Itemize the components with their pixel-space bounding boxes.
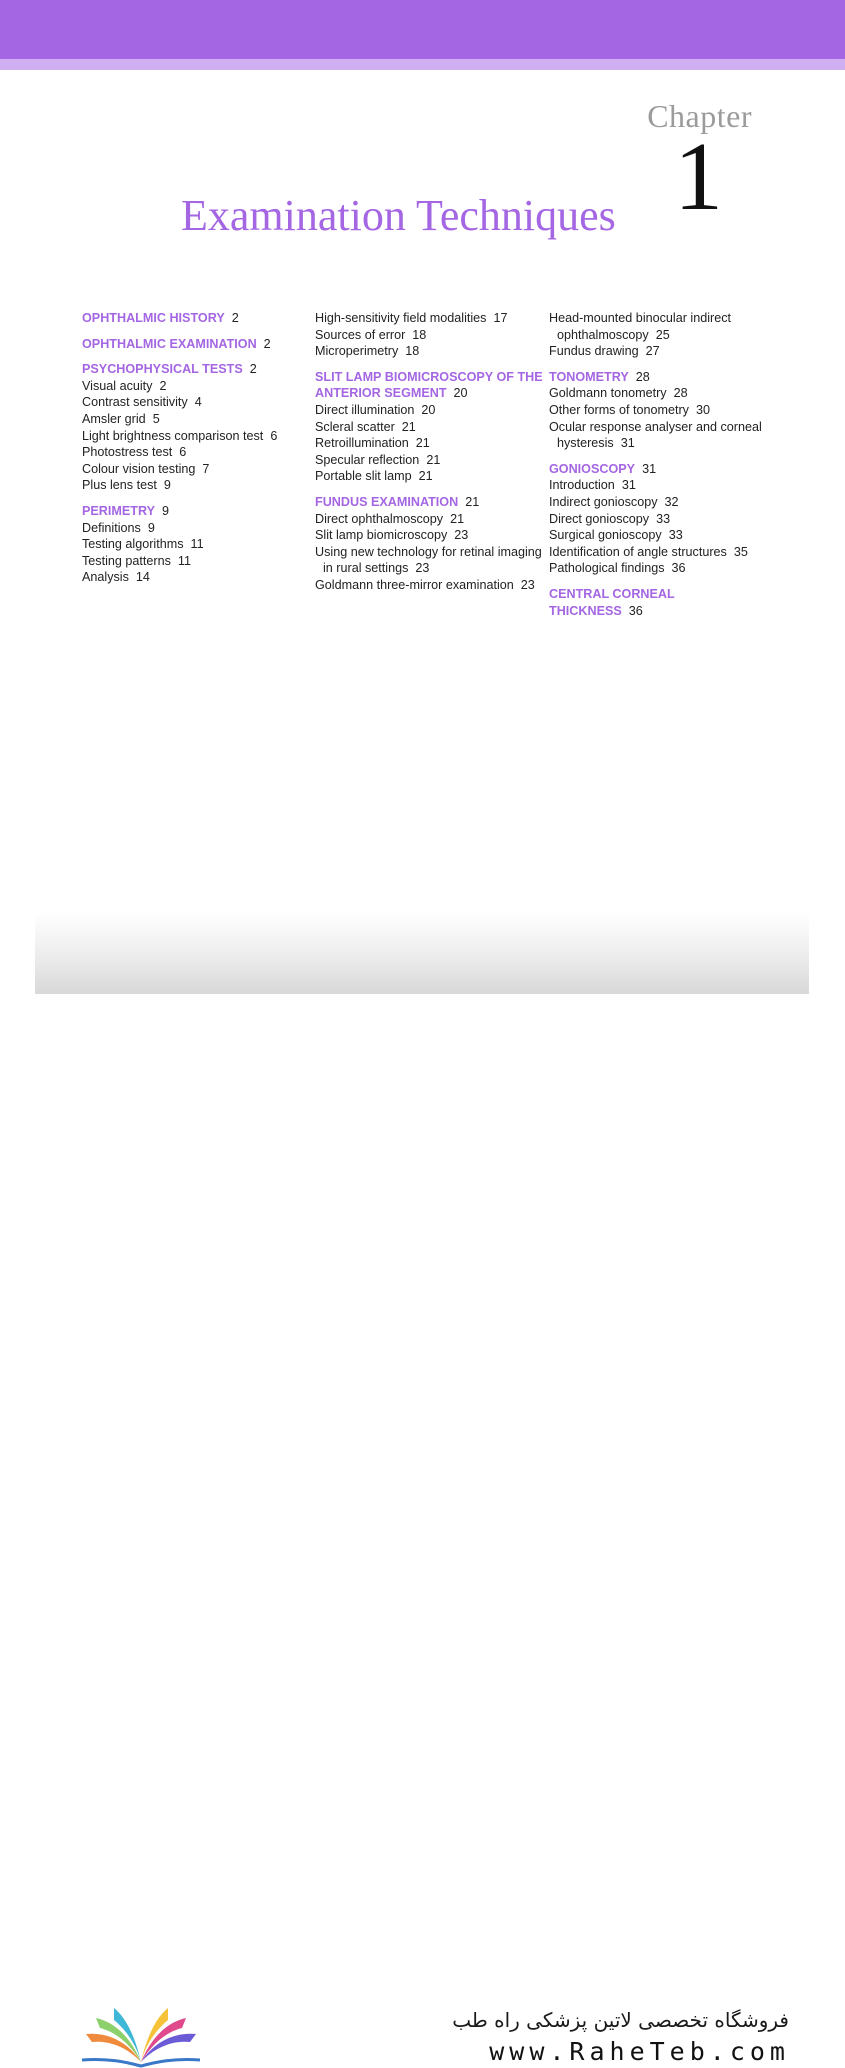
toc-label: Identification of angle structures: [549, 544, 727, 559]
toc-page-number: 36: [628, 603, 643, 618]
toc-section-heading[interactable]: [549, 369, 769, 386]
toc-section-heading[interactable]: [315, 494, 550, 511]
toc-label: Visual acuity: [82, 378, 153, 393]
toc-label: Photostress test: [82, 445, 173, 460]
top-color-band: [0, 0, 845, 59]
toc-entry[interactable]: [82, 378, 317, 395]
toc-page-number: 33: [656, 511, 671, 526]
footer: [0, 994, 845, 2066]
toc-page-number: 28: [673, 386, 688, 401]
toc-section-heading[interactable]: [82, 310, 317, 327]
store-url-link[interactable]: www.RaheTeb.com: [489, 2037, 790, 2066]
toc-entry[interactable]: [549, 385, 769, 402]
toc-page-number: 9: [147, 520, 155, 535]
toc-page-number: 30: [695, 402, 710, 417]
toc-entry[interactable]: [549, 527, 769, 544]
toc-entry[interactable]: [82, 428, 317, 445]
toc-entry[interactable]: [82, 536, 317, 553]
toc-page-number: 35: [733, 544, 748, 559]
bottom-fade: [35, 912, 809, 994]
toc-label: Other forms of tonometry: [549, 402, 689, 417]
toc-label: Portable slit lamp: [315, 469, 412, 484]
toc-label: Head-mounted binocular indirect ophthalmoscopy: [549, 311, 732, 342]
toc-entry[interactable]: [315, 452, 550, 469]
toc-entry[interactable]: [549, 511, 769, 528]
toc-label: Light brightness comparison test: [82, 428, 264, 443]
toc-page-number: 2: [159, 378, 167, 393]
toc-page-number: 18: [405, 344, 420, 359]
toc-label: Fundus drawing: [549, 344, 639, 359]
toc-entry[interactable]: [549, 343, 769, 360]
toc-label: Direct ophthalmoscopy: [315, 511, 444, 526]
toc-page-number: 31: [642, 461, 657, 476]
toc-label: Testing algorithms: [82, 537, 184, 552]
toc-section-heading[interactable]: [315, 369, 550, 402]
toc-entry[interactable]: [82, 461, 317, 478]
toc-page-number: 23: [415, 561, 430, 576]
toc-page-number: 18: [412, 327, 427, 342]
toc-entry[interactable]: [549, 494, 769, 511]
toc-entry[interactable]: [315, 577, 550, 594]
toc-entry[interactable]: [82, 553, 317, 570]
toc-label: Colour vision testing: [82, 461, 196, 476]
toc-page-number: 28: [635, 369, 650, 384]
toc-entry[interactable]: [549, 560, 769, 577]
toc-entry[interactable]: [315, 527, 550, 544]
toc-page-number: 20: [421, 402, 436, 417]
toc-entry[interactable]: [315, 310, 550, 327]
toc-page-number: 21: [426, 452, 441, 467]
toc-label: Analysis: [82, 570, 129, 585]
toc-entry[interactable]: [82, 477, 317, 494]
toc-page-number: 9: [163, 478, 171, 493]
toc-page-number: 21: [465, 494, 480, 509]
toc-label: Contrast sensitivity: [82, 395, 188, 410]
toc-label: Goldmann three-mirror examination: [315, 577, 514, 592]
toc-page-number: 5: [152, 411, 160, 426]
toc-page-number: 21: [415, 436, 430, 451]
toc-label: Amsler grid: [82, 411, 146, 426]
toc-label: Goldmann tonometry: [549, 386, 667, 401]
toc-label: Plus lens test: [82, 478, 157, 493]
toc-label: Introduction: [549, 478, 615, 493]
toc-label: Sources of error: [315, 327, 406, 342]
chapter-number: 1: [674, 123, 723, 231]
toc-label: PSYCHOPHYSICAL TESTS: [82, 362, 243, 377]
toc-label: TONOMETRY: [549, 369, 629, 384]
toc-page-number: 6: [270, 428, 278, 443]
toc-label: FUNDUS EXAMINATION: [315, 494, 459, 509]
toc-column-3: [549, 310, 769, 619]
toc-section-heading[interactable]: [82, 361, 317, 378]
toc-column-1: [82, 310, 317, 586]
toc-entry[interactable]: [549, 544, 769, 561]
open-book-logo-icon: [78, 2002, 204, 2068]
toc-section-heading[interactable]: [549, 461, 769, 478]
toc-entry[interactable]: [82, 411, 317, 428]
toc-label: Specular reflection: [315, 452, 420, 467]
toc-entry[interactable]: [315, 343, 550, 360]
toc-page-number: 31: [620, 436, 635, 451]
toc-section-heading[interactable]: [549, 586, 769, 619]
toc-section-heading[interactable]: [82, 503, 317, 520]
toc-page-number: 32: [664, 494, 679, 509]
top-color-band-light: [0, 59, 845, 70]
toc-entry[interactable]: [315, 402, 550, 419]
toc-entry[interactable]: [315, 511, 550, 528]
toc-page-number: 21: [418, 469, 433, 484]
toc-page-number: 36: [671, 561, 686, 576]
toc-label: High-sensitivity field modalities: [315, 311, 487, 325]
chapter-title: Examination Techniques: [181, 191, 616, 240]
toc-entry[interactable]: [549, 419, 769, 452]
toc-entry[interactable]: [82, 520, 317, 537]
toc-entry[interactable]: [315, 327, 550, 344]
toc-label: Slit lamp biomicroscopy: [315, 528, 448, 543]
toc-page-number: 7: [202, 461, 210, 476]
toc-label: Direct illumination: [315, 402, 415, 417]
toc-label: Microperimetry: [315, 344, 399, 359]
toc-label: Testing patterns: [82, 553, 171, 568]
toc-label: Surgical gonioscopy: [549, 528, 662, 543]
toc-label: Retroillumination: [315, 436, 409, 451]
toc-page-number: 33: [668, 528, 683, 543]
toc-entry[interactable]: [549, 477, 769, 494]
toc-label: Ocular response analyser and corneal hysteresis: [549, 419, 762, 451]
toc-label: Scleral scatter: [315, 419, 395, 434]
toc-page-number: 21: [401, 419, 416, 434]
toc-section-heading[interactable]: [82, 336, 317, 353]
toc-page-number: 14: [135, 570, 150, 585]
store-name: فروشگاه تخصصی لاتین پزشکی راه طب: [452, 2008, 789, 2032]
toc-page-number: 25: [655, 327, 670, 342]
toc-label: Using new technology for retinal imaging in rural settings: [315, 544, 542, 576]
chapter-label: Chapter: [647, 98, 752, 134]
toc-page-number: 23: [454, 528, 469, 543]
toc-entry[interactable]: [315, 544, 550, 577]
toc-page-number: 4: [194, 395, 202, 410]
toc-page-number: 21: [450, 511, 465, 526]
toc-entry[interactable]: [549, 310, 769, 343]
toc-page-number: 31: [621, 478, 636, 493]
toc-page-number: 11: [177, 553, 191, 568]
toc-entry[interactable]: [549, 402, 769, 419]
toc-page-number: 9: [162, 503, 170, 518]
toc-column-2: [315, 310, 550, 594]
toc-label: GONIOSCOPY: [549, 461, 636, 476]
toc-label: Indirect gonioscopy: [549, 494, 658, 509]
toc-entry[interactable]: [315, 419, 550, 436]
toc-label: PERIMETRY: [82, 503, 156, 518]
toc-label: Direct gonioscopy: [549, 511, 650, 526]
toc-page-number: 2: [249, 362, 257, 377]
toc-label: OPHTHALMIC HISTORY: [82, 311, 225, 325]
toc-entry[interactable]: [82, 444, 317, 461]
toc-label: CENTRAL CORNEAL THICKNESS: [549, 586, 675, 618]
toc-entry[interactable]: [315, 468, 550, 485]
toc-page-number: 17: [493, 311, 508, 325]
toc-entry[interactable]: [82, 569, 317, 586]
toc-page-number: 6: [179, 445, 187, 460]
toc-label: OPHTHALMIC EXAMINATION: [82, 336, 257, 351]
toc-label: Definitions: [82, 520, 141, 535]
toc-entry[interactable]: [82, 394, 317, 411]
toc-page-number: 2: [231, 311, 239, 325]
toc-label: SLIT LAMP BIOMICROSCOPY OF THE ANTERIOR SEGMENT: [315, 369, 543, 401]
toc-page-number: 27: [645, 344, 660, 359]
toc-page-number: 20: [453, 386, 468, 401]
toc-entry[interactable]: [315, 435, 550, 452]
toc-label: Pathological findings: [549, 561, 665, 576]
toc-page-number: 11: [190, 537, 204, 552]
toc-page-number: 2: [263, 336, 271, 351]
toc-page-number: 23: [520, 577, 535, 592]
